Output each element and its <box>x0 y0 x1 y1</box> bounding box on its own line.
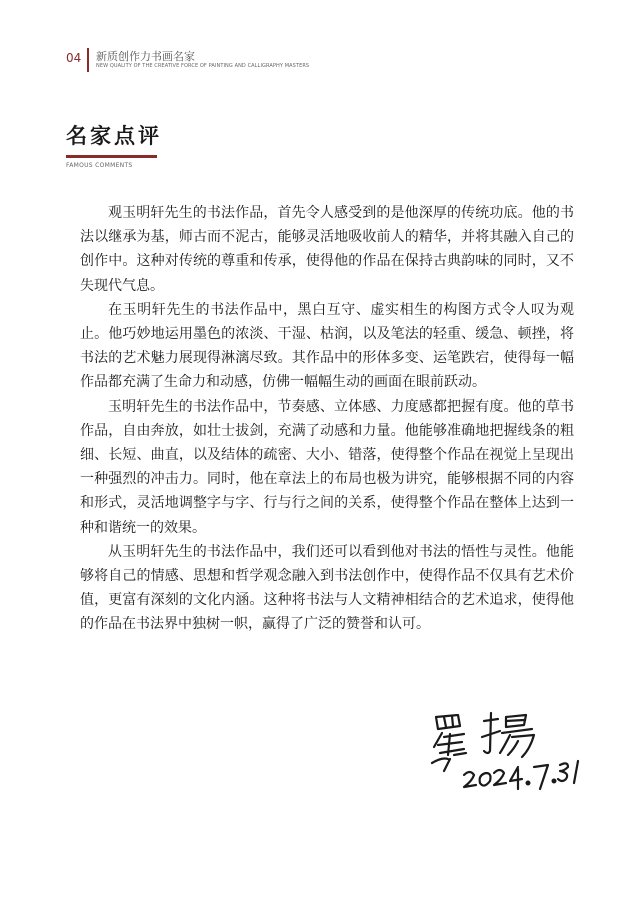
handwritten-signature <box>414 707 594 807</box>
paragraph-3: 玉明轩先生的书法作品中，节奏感、立体感、力度感都把握有度。他的草书作品，自由奔放，如壮士拔剑，充满了动感和力量。他能够准确地把握线条的粗细、长短、曲直，以及结体的疏密、大小、错落，使得整个作品在视觉上呈现出一种强烈的冲击力。同时，他在章法上的布局也极为讲究，能够根据不同的内容和形式，灵活地调整字与字、行与行之间的关系，使得整个作品在整体上达到一种和谐统一的效果。 <box>80 398 574 536</box>
title-underline <box>66 155 157 158</box>
section-subtitle: FAMOUS COMMENTS <box>66 162 133 169</box>
paragraph-1: 观玉明轩先生的书法作品，首先令人感受到的是他深厚的传统功底。他的书法以继承为基，师古而不泥古，能够灵活地吸收前人的精华，并将其融入自己的创作中。这种对传统的尊重和传承，使得他的作品在保持古典韵味的同时，又不失现代气息。 <box>80 205 574 294</box>
header-title-cn: 新质创作力书画名家 <box>96 50 195 63</box>
paragraph-4: 从玉明轩先生的书法作品中，我们还可以看到他对书法的悟性与灵性。他能够将自己的情感、思想和哲学观念融入到书法创作中，使得作品不仅具有艺术价值，更富有深刻的文化内涵。这种将书法与人文精神相结合的艺术追求，使得他的作品在书法界中独树一帜，赢得了广泛的赞誉和认可。 <box>80 543 574 633</box>
paragraph-2: 在玉明轩先生的书法作品中，黑白互守、虚实相生的构图方式令人叹为观止。他巧妙地运用墨色的浓淡、干湿、枯润，以及笔法的轻重、缓急、顿挫，将书法的艺术魅力展现得淋漓尽致。其作品中的形体多变、运笔跌宕，使得每一幅作品都充满了生命力和动感，仿佛一幅幅生动的画面在眼前跃动。 <box>80 301 574 391</box>
header-divider <box>87 48 89 72</box>
page-number: 04 <box>66 51 82 65</box>
header-title-en: NEW QUALITY OF THE CREATIVE FORCE OF PAINTING AND CALLIGRAPHY MASTERS <box>96 63 310 69</box>
comment-body <box>80 201 574 637</box>
section-title: 名家点评 <box>66 123 162 148</box>
